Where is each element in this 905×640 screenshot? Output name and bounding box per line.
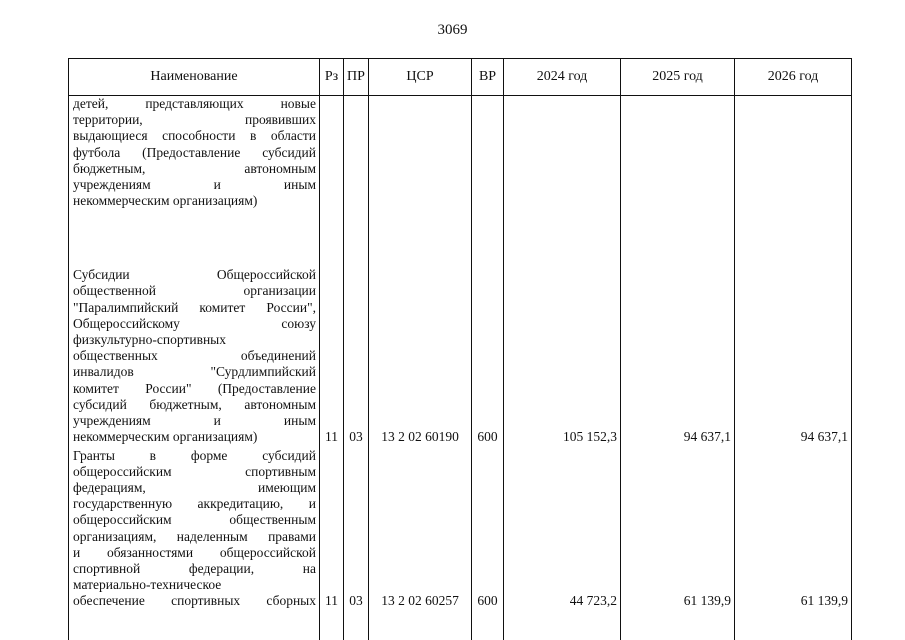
name-line: государственную аккредитацию, и <box>73 496 316 512</box>
table-row <box>69 446 852 640</box>
page-number: 3069 <box>437 22 468 38</box>
name-line: материально-техническое <box>73 577 222 593</box>
name-line: выдающиеся способности в области <box>73 128 316 144</box>
cell-rz: 11 <box>320 446 344 640</box>
name-line: некоммерческим организациям) <box>73 429 258 445</box>
header-csr: ЦСР <box>369 59 472 96</box>
cell-2024: 105 152,3 <box>504 250 621 446</box>
name-line: учреждениям и иным <box>73 413 316 429</box>
header-pr: ПР <box>344 59 369 96</box>
cell-rz: 11 <box>320 250 344 446</box>
cell-pr: 03 <box>344 446 369 640</box>
cell-2024 <box>504 96 621 250</box>
name-line: учреждениям и иным <box>73 177 316 193</box>
name-line: некоммерческим организациям) <box>73 193 258 209</box>
cell-pr <box>344 96 369 250</box>
cell-vr: 600 <box>472 446 504 640</box>
cell-csr: 13 2 02 60257 <box>369 446 472 640</box>
name-line: федерациям, имеющим <box>73 479 316 495</box>
name-line: комитет России" (Предоставление <box>73 380 316 396</box>
name-line: обеспечение спортивных сборных <box>73 593 316 609</box>
budget-table <box>68 58 852 640</box>
name-line: общероссийским спортивным <box>73 463 316 479</box>
cell-2026 <box>735 96 852 250</box>
name-line: спортивной федерации, на <box>73 560 316 576</box>
name-line: Субсидии Общероссийской <box>73 267 316 283</box>
cell-2025 <box>621 96 735 250</box>
name-line: инвалидов "Сурдлимпийский <box>73 364 316 380</box>
row-name <box>69 250 320 446</box>
cell-2026: 61 139,9 <box>735 446 852 640</box>
cell-csr <box>369 96 472 250</box>
header-vr: ВР <box>472 59 504 96</box>
table-row <box>69 96 852 250</box>
row-name <box>69 96 320 250</box>
name-line: "Паралимпийский комитет России", <box>73 299 316 315</box>
name-line: субсидий бюджетным, автономным <box>73 396 316 412</box>
name-line: и обязанностями общероссийской <box>73 544 316 560</box>
cell-2024: 44 723,2 <box>504 446 621 640</box>
header-2026: 2026 год <box>735 59 852 96</box>
cell-pr: 03 <box>344 250 369 446</box>
cell-csr: 13 2 02 60190 <box>369 250 472 446</box>
header-name: Наименование <box>69 59 320 96</box>
name-line: общественных объединений <box>73 348 316 364</box>
table-row <box>69 250 852 446</box>
name-line: Общероссийскому союзу <box>73 315 316 331</box>
name-line: организациям, наделенным правами <box>73 528 316 544</box>
header-2024: 2024 год <box>504 59 621 96</box>
name-line: общественной организации <box>73 283 316 299</box>
table-header-row <box>69 59 852 96</box>
name-line: территории, проявивших <box>73 112 316 128</box>
name-line: детей, представляющих новые <box>73 96 316 111</box>
cell-2025: 61 139,9 <box>621 446 735 640</box>
name-line: футбола (Предоставление субсидий <box>73 144 316 160</box>
name-line: Гранты в форме субсидий <box>73 447 316 463</box>
cell-vr: 600 <box>472 250 504 446</box>
name-line: общероссийским общественным <box>73 512 316 528</box>
row-name <box>69 446 320 640</box>
header-rz: Рз <box>320 59 344 96</box>
cell-rz <box>320 96 344 250</box>
cell-2026: 94 637,1 <box>735 250 852 446</box>
header-2025: 2025 год <box>621 59 735 96</box>
cell-2025: 94 637,1 <box>621 250 735 446</box>
name-line: физкультурно-спортивных <box>73 332 226 348</box>
cell-vr <box>472 96 504 250</box>
name-line: бюджетным, автономным <box>73 160 316 176</box>
